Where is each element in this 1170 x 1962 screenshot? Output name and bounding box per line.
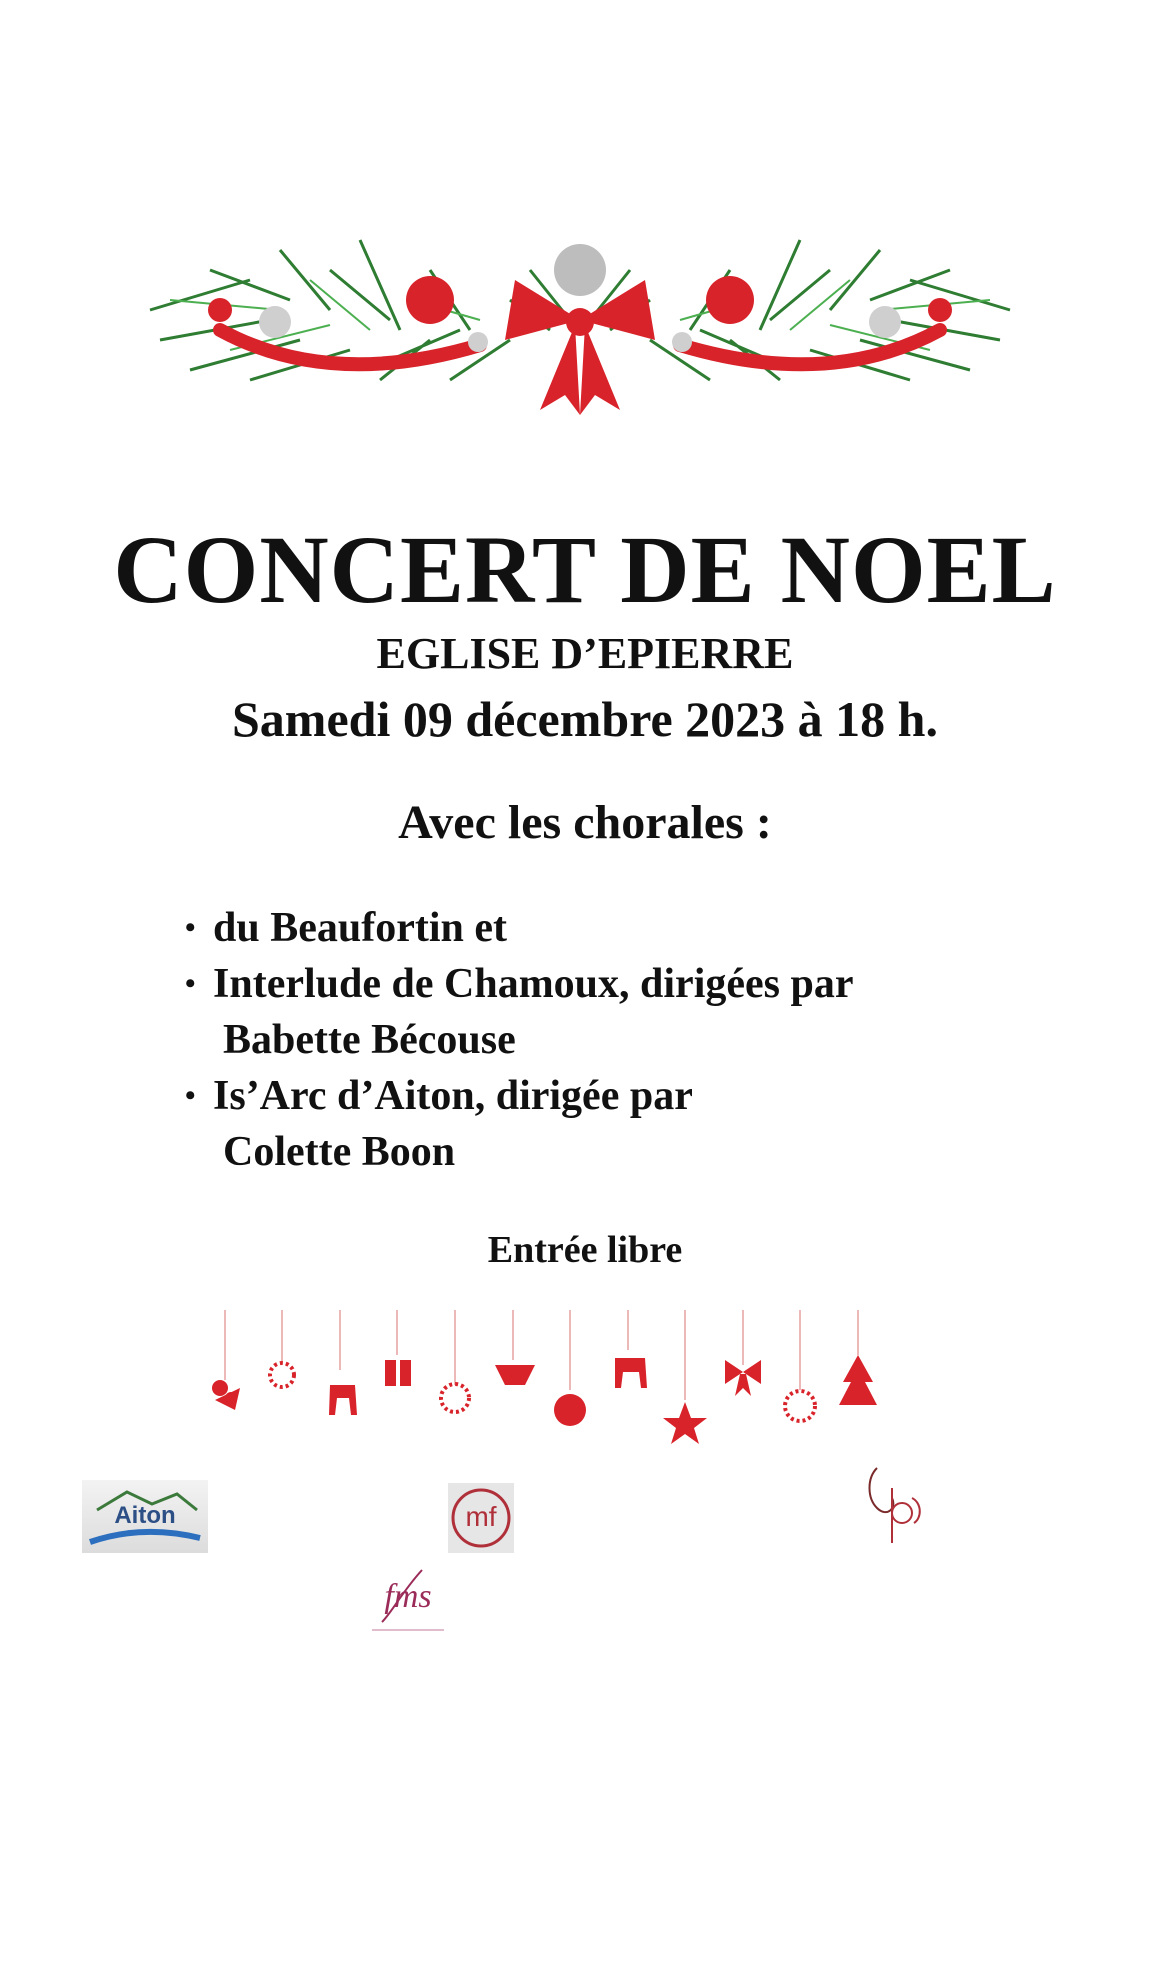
gift-icon: [385, 1356, 411, 1388]
christmas-tree-icon: [839, 1355, 877, 1405]
reindeer-icon: [615, 1358, 647, 1388]
mf-logo: [448, 1483, 514, 1553]
snowflake-icon: [441, 1384, 469, 1412]
list-item: [185, 956, 854, 1068]
list-item: [185, 1068, 854, 1180]
bow-icon: [725, 1360, 761, 1396]
entry-note: Entrée libre: [487, 1229, 683, 1271]
event-date: Samedi 09 décembre 2023 à 18 h.: [232, 691, 938, 747]
bullet: •: [185, 1079, 196, 1112]
bauble-icon: [554, 1394, 586, 1426]
poster-title: CONCERT DE NOEL: [113, 516, 1057, 623]
isarc-logo: [862, 1458, 932, 1548]
bullet: •: [185, 911, 196, 944]
snowflake-icon: [270, 1363, 294, 1387]
reindeer-icon: [329, 1365, 365, 1415]
choir-conductor: Colette Boon: [223, 1129, 456, 1175]
choir-conductor: Babette Bécouse: [223, 1017, 516, 1063]
choir-line: Interlude de Chamoux, dirigées par: [213, 961, 854, 1007]
list-item: [185, 900, 854, 956]
aiton-logo: [82, 1480, 208, 1553]
fms-logo-text: fms: [384, 1578, 432, 1615]
star-icon: [663, 1402, 707, 1444]
bullet: •: [185, 967, 196, 1000]
holly-icon: [495, 1365, 535, 1385]
ornaments-row: [195, 1310, 985, 1450]
choir-line: du Beaufortin et: [213, 905, 507, 951]
snowflake-icon: [785, 1391, 815, 1421]
choirs-intro: Avec les chorales :: [398, 796, 772, 849]
choirs-list: [185, 900, 854, 1180]
choir-line: Is’Arc d’Aiton, dirigée par: [213, 1073, 693, 1119]
fms-logo: [362, 1562, 454, 1640]
mf-logo-text: mf: [465, 1501, 497, 1532]
aiton-logo-text: Aiton: [114, 1502, 176, 1529]
garland-illustration: [130, 210, 1030, 460]
holly-icon: [212, 1380, 240, 1410]
swoosh-icon: [362, 1562, 454, 1640]
venue-label: EGLISE D’EPIERRE: [376, 629, 794, 678]
